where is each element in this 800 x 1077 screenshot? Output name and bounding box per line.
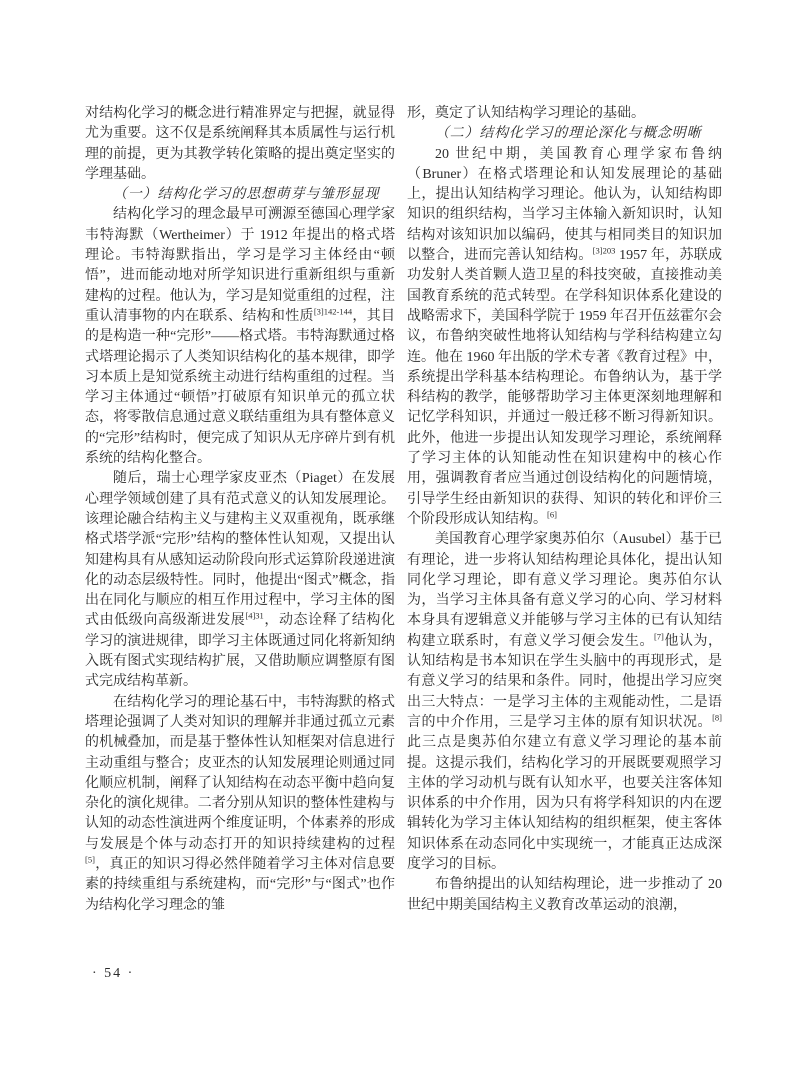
section-heading-1	[85, 185, 395, 205]
page-number: · 54 ·	[92, 966, 135, 981]
text-run: ，其目的是构造一种“完形”——格式塔。韦特海默通过格式塔理论揭示了人类知识结构化的基本规律，即学习本质上是知觉系统主动进行结构重组的过程。当学习主体通过“顿悟”打破原有知识单元的孤立状态，将零散信息通过意义联结重组为具有整体意义的“完形”结构时，便完成了知识从无序碎片到有机系统的结构化整合。	[85, 308, 396, 467]
text-run: 在结构化学习的理论基石中，韦特海默的格式塔理论强调了人类对知识的理解并非通过孤立元素的机械叠加，而是基于整体性认知框架对信息进行主动重组与整合；皮亚杰的认知发展理论则通过同化顺应机制，阐释了认知结构在动态平衡中趋向复杂化的演化规律。二者分别从知识的整体性建构与认知的动态性演进两个维度证明，个体素养的形成与发展是个体与动态打开的知识持续建构的过程	[85, 694, 395, 852]
footnote-reference: [3]142-144	[313, 306, 353, 317]
footnote-reference: [6]	[547, 509, 557, 520]
text-run: ，动态诠释了结构化学习的演进规律，即学习主体既通过同化将新知纳入既有图式实现结构扩展，又借助顺应调整原有图式完成结构革新。	[85, 613, 396, 690]
text-run: 结构化学习的理念最早可溯源至德国心理学家韦特海默（Wertheimer）于 1912 年提出的格式塔理论。韦特海默指出，学习是学习主体经由“顿悟”，进而能动地对所学知识进行重新组织与重新建构的过程。他认为，学习是知觉重组的过程，注重认清事物的内在联系、结构和性质	[85, 207, 395, 324]
footnote-reference: [5]	[85, 854, 95, 865]
paragraph	[407, 875, 722, 916]
text-run: ，真正的知识习得必然伴随着学习主体对信息要素的持续重组与系统建构，而“完形”与“图式”也作为结构化学习理念的雏	[85, 856, 395, 913]
text-run: 随后，瑞士心理学家皮亚杰（Piaget）在发展心理学领域创建了具有范式意义的认知发展理论。该理论融合结构主义与建构主义双重视角，既承继格式塔学派“完形”结构的整体性认知观，又提出认知建构具有从感知运动阶段向形式运算阶段递进演化的动态层级特性。同时，他提出“图式”概念，指出在同化与顺应的相互作用过程中，学习主体的图式由低级向高级渐进发展	[85, 471, 395, 629]
left-column	[85, 104, 395, 916]
footnote-reference: [8]	[712, 712, 722, 723]
text-run: 1957 年，苏联成功发射人类首颗人造卫星的科技突破，直接推动美国教育系统的范式转型。在学科知识体系化建设的战略需求下，美国科学院于 1959 年召开伍兹霍尔会议，布鲁纳突破性地将认知结构与学科结构建立勾连。他在 1960 年出版的学术专著《教育过程》中，系统提出学科基本结构理论。布鲁纳认为，基于学科结构的教学，能够帮助学习主体更深刻地理解和记忆学科知识，并通过一般迁移不断习得新知识。此外，他进一步提出认知发现学习理论，系统阐释了学习主体的认知能动性在知识建构中的核心作用，强调教育者应当通过创设结构化的问题情境，引导学生经由新知识的获得、知识的转化和评价三个阶段形成认知结构。	[407, 248, 723, 527]
text-run: （一）结构化学习的思想萌芽与雏形显现	[113, 187, 380, 203]
text-run: 20 世纪中期，美国教育心理学家布鲁纳（Bruner）在格式塔理论和认知发展理论的基础上，提出认知结构学习理论。他认为，认知结构即知识的组织结构，当学习主体输入新知识时，认知结构对该知识加以编码，使其与相同类目的知识加以整合，进而完善认知结构。	[407, 146, 722, 264]
right-column	[407, 104, 722, 916]
text-run: 他认为，认知结构是书本知识在学生头脑中的再现形式，是有意义学习的结果和条件。同时，他提出学习应突出三大特点：一是学习主体的主观能动性，二是语言的中介作用，三是学习主体的原有知识状况。	[407, 633, 723, 730]
text-run: 对结构化学习的概念进行精准界定与把握，就显得尤为重要。这不仅是系统阐释其本质属性与运行机理的前提，更为其教学转化策略的提出奠定坚实的学理基础。	[85, 106, 395, 182]
paragraph	[407, 145, 722, 531]
text-run: 此三点是奥苏伯尔建立有意义学习理论的基本前提。这提示我们，结构化学习的开展既要观照学习主体的学习动机与既有认知水平，也要关注客体知识体系的中介作用，因为只有将学科知识的内在逻辑转化为学习主体认知结构的组织框架，使主客体知识体系在动态同化中实现统一，才能真正达成深度学习的目标。	[407, 735, 722, 872]
paragraph	[85, 469, 395, 692]
paragraph	[85, 205, 395, 469]
text-run: （二）结构化学习的理论深化与概念明晰	[435, 126, 702, 142]
text-run: 布鲁纳提出的认知结构理论，进一步推动了 20 世纪中期美国结构主义教育改革运动的浪潮，	[407, 877, 722, 913]
paragraph-continuation	[85, 104, 395, 185]
footnote-reference: [4]31	[245, 610, 264, 621]
paragraph-continuation	[407, 104, 722, 124]
text-run: 美国教育心理学家奥苏伯尔（Ausubel）基于已有理论，进一步将认知结构理论具体化，提出认知同化学习理论，即有意义学习理论。奥苏伯尔认为，当学习主体具备有意义学习的心向、学习材料本身具有逻辑意义并能够与学习主体的已有认知结构建立联系时，有意义学习便会发生。	[407, 532, 722, 649]
section-heading-2	[407, 124, 722, 144]
footnote-reference: [7]	[653, 631, 664, 642]
article-body	[85, 104, 722, 916]
text-run: 形，奠定了认知结构学习理论的基础。	[407, 106, 645, 121]
footnote-reference: [3]203	[592, 245, 616, 256]
paragraph	[85, 693, 395, 916]
paragraph	[407, 530, 722, 875]
